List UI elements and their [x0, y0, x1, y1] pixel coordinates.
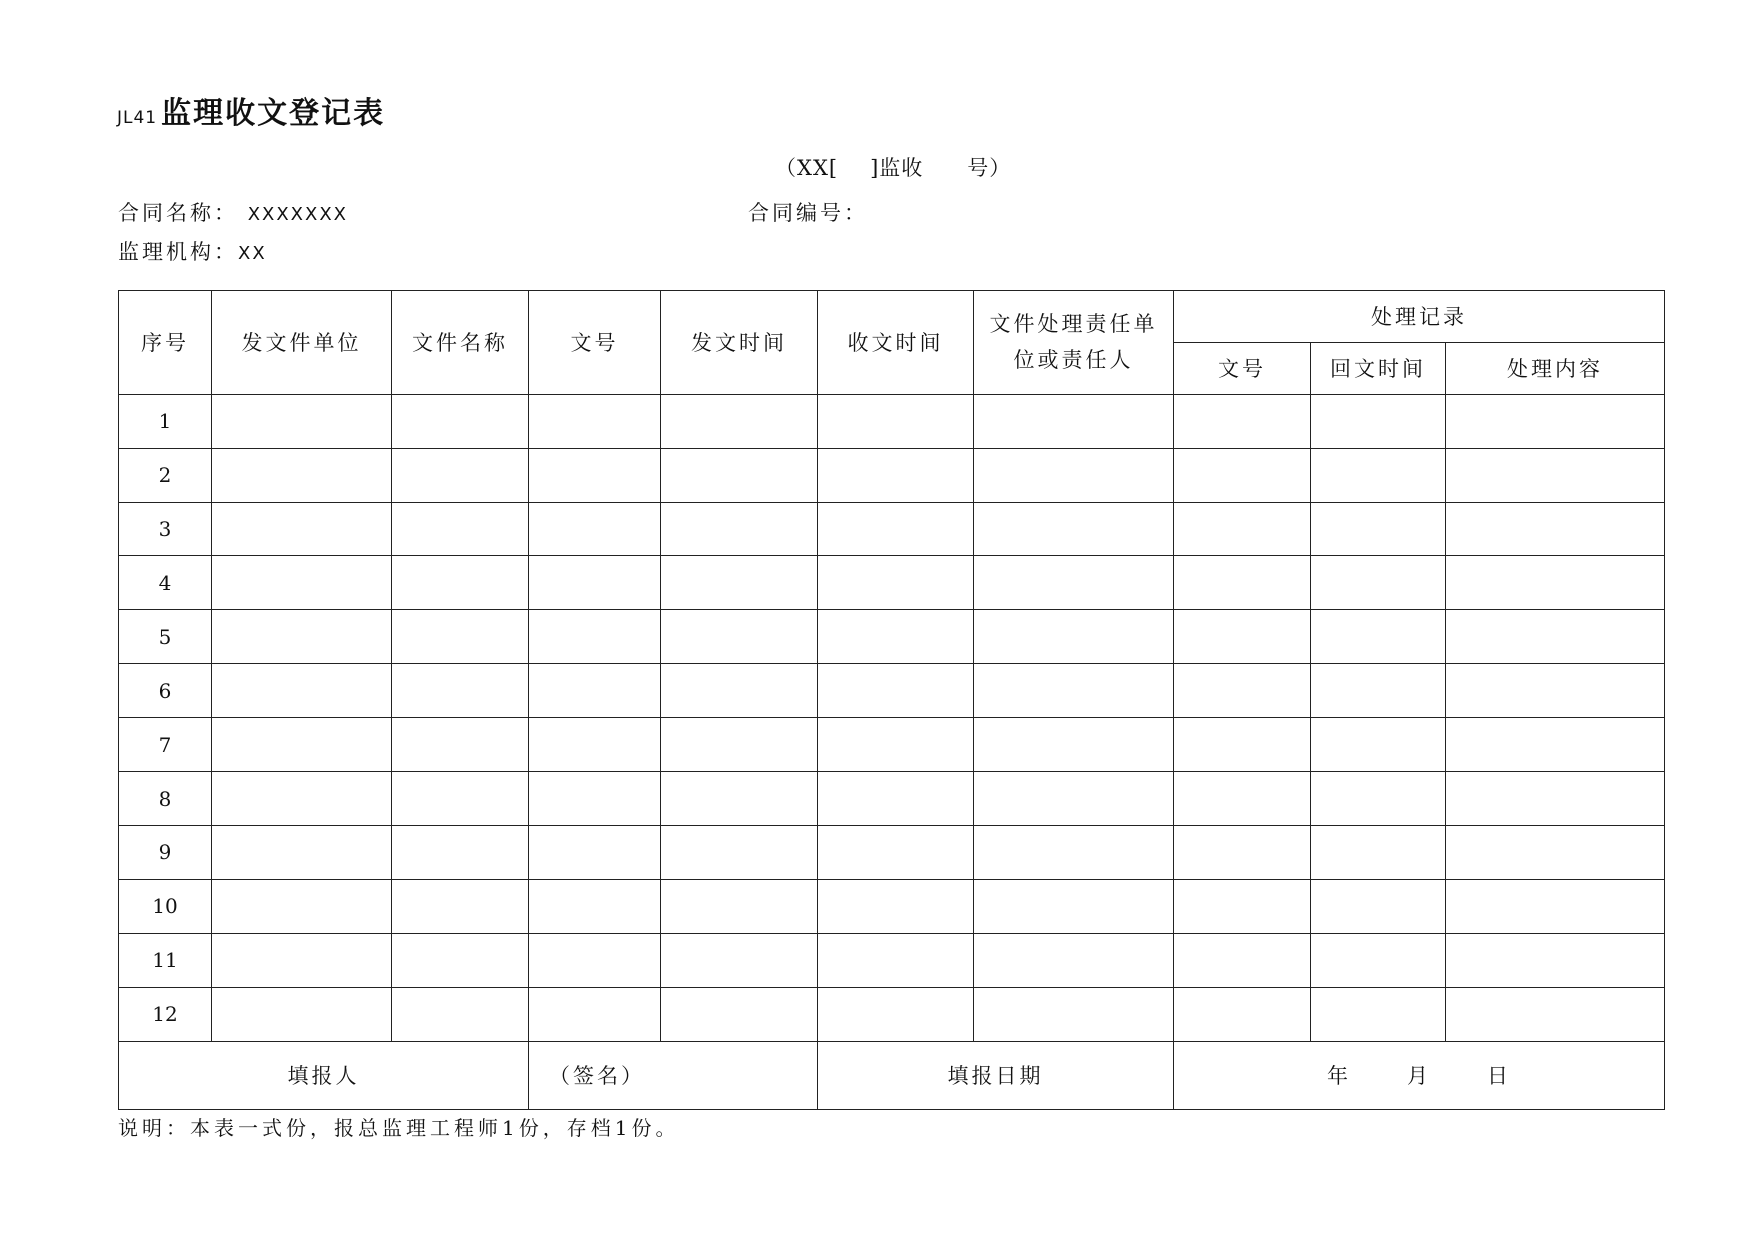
- table-cell[interactable]: [392, 933, 529, 987]
- table-cell[interactable]: [818, 502, 974, 556]
- footnote: 说明：本表一式份，报总监理工程师1份，存档1份。: [118, 1116, 680, 1140]
- row-seq: 2: [119, 448, 212, 502]
- table-cell[interactable]: [974, 826, 1174, 880]
- supervision-org-label: 监理机构：: [118, 240, 238, 264]
- table-cell[interactable]: [212, 394, 392, 448]
- table-cell[interactable]: [818, 772, 974, 826]
- table-cell[interactable]: [1311, 772, 1446, 826]
- table-cell[interactable]: [1174, 448, 1311, 502]
- table-cell[interactable]: [974, 448, 1174, 502]
- table-cell[interactable]: [1446, 610, 1665, 664]
- table-cell[interactable]: [1174, 879, 1311, 933]
- document-number: [775, 152, 1011, 182]
- header-responsible-line2: 位或责任人: [1013, 348, 1134, 373]
- supervision-org-field: [118, 236, 267, 266]
- table-cell[interactable]: [818, 610, 974, 664]
- table-cell[interactable]: [974, 933, 1174, 987]
- table-cell[interactable]: [1174, 610, 1311, 664]
- doc-number-prefix: （XX[: [775, 156, 839, 180]
- table-cell[interactable]: [392, 556, 529, 610]
- row-seq: 7: [119, 718, 212, 772]
- table-cell[interactable]: [1174, 772, 1311, 826]
- page-title: [117, 88, 385, 132]
- contract-name-value: XXXXXXX: [247, 204, 349, 225]
- table-row: [119, 718, 1665, 772]
- table-cell[interactable]: [974, 664, 1174, 718]
- table-cell[interactable]: [818, 933, 974, 987]
- table-cell[interactable]: [529, 502, 661, 556]
- table-cell[interactable]: [974, 879, 1174, 933]
- table-cell[interactable]: [1446, 556, 1665, 610]
- table-cell[interactable]: [1174, 556, 1311, 610]
- table-cell[interactable]: [818, 718, 974, 772]
- table-cell[interactable]: [529, 448, 661, 502]
- table-cell[interactable]: [661, 718, 818, 772]
- register-table: [118, 290, 1665, 1110]
- table-cell[interactable]: [1311, 502, 1446, 556]
- table-cell[interactable]: [1311, 556, 1446, 610]
- table-cell[interactable]: [818, 987, 974, 1041]
- table-cell[interactable]: [661, 448, 818, 502]
- table-cell[interactable]: [818, 556, 974, 610]
- table-cell[interactable]: [1311, 987, 1446, 1041]
- header-responsible: [974, 291, 1174, 395]
- contract-number-label: 合同编号：: [748, 201, 868, 225]
- table-cell[interactable]: [974, 718, 1174, 772]
- table-cell[interactable]: [392, 772, 529, 826]
- header-seq: 序号: [119, 291, 212, 395]
- header-content: 处理内容: [1446, 342, 1665, 394]
- table-row: [119, 664, 1665, 718]
- header-doc-no: 文号: [529, 291, 661, 395]
- table-cell[interactable]: [974, 394, 1174, 448]
- header-record-doc-no: 文号: [1174, 342, 1311, 394]
- table-cell[interactable]: [661, 610, 818, 664]
- table-cell[interactable]: [392, 448, 529, 502]
- table-cell[interactable]: [529, 664, 661, 718]
- table-cell[interactable]: [1446, 933, 1665, 987]
- table-cell[interactable]: [818, 448, 974, 502]
- table-cell[interactable]: [392, 987, 529, 1041]
- table-cell[interactable]: [1174, 718, 1311, 772]
- table-cell[interactable]: [1311, 933, 1446, 987]
- table-cell[interactable]: [1446, 879, 1665, 933]
- table-cell[interactable]: [392, 502, 529, 556]
- table-row: [119, 394, 1665, 448]
- row-seq: 8: [119, 772, 212, 826]
- contract-name-label: 合同名称：: [118, 201, 238, 225]
- table-cell[interactable]: [529, 987, 661, 1041]
- table-cell[interactable]: [1174, 664, 1311, 718]
- table-cell[interactable]: [1174, 502, 1311, 556]
- table-cell[interactable]: [1311, 826, 1446, 880]
- supervision-org-value: XX: [238, 243, 267, 264]
- table-cell[interactable]: [1311, 394, 1446, 448]
- table-cell[interactable]: [661, 933, 818, 987]
- header-reply-time: 回文时间: [1311, 342, 1446, 394]
- table-cell[interactable]: [212, 879, 392, 933]
- table-cell[interactable]: [212, 610, 392, 664]
- table-cell[interactable]: [1446, 987, 1665, 1041]
- header-send-time: 发文时间: [661, 291, 818, 395]
- table-row: [119, 610, 1665, 664]
- contract-name-field: [118, 197, 348, 227]
- table-cell[interactable]: [1174, 987, 1311, 1041]
- table-cell[interactable]: [1311, 718, 1446, 772]
- table-cell[interactable]: [212, 718, 392, 772]
- row-seq: 11: [119, 933, 212, 987]
- doc-number-suffix: 号）: [967, 156, 1012, 180]
- footer-date-label: 填报日期: [818, 1041, 1174, 1109]
- table-cell[interactable]: [212, 448, 392, 502]
- table-cell[interactable]: [974, 502, 1174, 556]
- table-row: [119, 556, 1665, 610]
- table-cell[interactable]: [212, 933, 392, 987]
- table-cell[interactable]: [1446, 664, 1665, 718]
- table-cell[interactable]: [1311, 879, 1446, 933]
- doc-number-mid: ]监收: [870, 156, 924, 180]
- table-cell[interactable]: [818, 394, 974, 448]
- row-seq: 1: [119, 394, 212, 448]
- table-cell[interactable]: [212, 664, 392, 718]
- table-cell[interactable]: [212, 987, 392, 1041]
- table-cell[interactable]: [661, 826, 818, 880]
- table-cell[interactable]: [212, 502, 392, 556]
- table-cell[interactable]: [212, 772, 392, 826]
- row-seq: 3: [119, 502, 212, 556]
- table-cell[interactable]: [1446, 718, 1665, 772]
- table-cell[interactable]: [1446, 394, 1665, 448]
- table-row: [119, 502, 1665, 556]
- row-seq: 10: [119, 879, 212, 933]
- footer-date-value: [1174, 1041, 1665, 1109]
- table-cell[interactable]: [974, 610, 1174, 664]
- table-cell[interactable]: [661, 394, 818, 448]
- footer-filler-label: 填报人: [119, 1041, 529, 1109]
- table-cell[interactable]: [529, 772, 661, 826]
- form-title: 监理收文登记表: [161, 96, 386, 131]
- header-file-name: 文件名称: [392, 291, 529, 395]
- table-cell[interactable]: [1174, 394, 1311, 448]
- footer-day: 日: [1487, 1064, 1511, 1089]
- table-cell[interactable]: [392, 718, 529, 772]
- table-cell[interactable]: [1311, 664, 1446, 718]
- table-cell[interactable]: [661, 987, 818, 1041]
- table-cell[interactable]: [818, 664, 974, 718]
- table-row: [119, 826, 1665, 880]
- table-cell[interactable]: [974, 556, 1174, 610]
- form-code: JL41: [117, 108, 158, 128]
- table-row: [119, 933, 1665, 987]
- row-seq: 12: [119, 987, 212, 1041]
- table-cell[interactable]: [1446, 772, 1665, 826]
- table-cell[interactable]: [1446, 448, 1665, 502]
- table-cell[interactable]: [392, 879, 529, 933]
- table-cell[interactable]: [392, 826, 529, 880]
- footer-year: 年: [1327, 1064, 1351, 1089]
- table-cell[interactable]: [529, 933, 661, 987]
- contract-number-field: [748, 197, 868, 227]
- table-cell[interactable]: [974, 772, 1174, 826]
- header-receive-time: 收文时间: [818, 291, 974, 395]
- table-cell[interactable]: [529, 394, 661, 448]
- table-cell[interactable]: [818, 826, 974, 880]
- table-row: [119, 448, 1665, 502]
- row-seq: 6: [119, 664, 212, 718]
- header-sender: 发文件单位: [212, 291, 392, 395]
- header-record: 处理记录: [1174, 291, 1665, 343]
- table-cell[interactable]: [529, 826, 661, 880]
- table-cell[interactable]: [529, 556, 661, 610]
- table-cell[interactable]: [392, 394, 529, 448]
- table-cell[interactable]: [1311, 610, 1446, 664]
- footer-signature: （签名）: [529, 1041, 818, 1109]
- table-cell[interactable]: [529, 718, 661, 772]
- row-seq: 9: [119, 826, 212, 880]
- table-cell[interactable]: [529, 610, 661, 664]
- table-cell[interactable]: [661, 502, 818, 556]
- table-row: [119, 879, 1665, 933]
- table-row: [119, 987, 1665, 1041]
- table-cell[interactable]: [212, 556, 392, 610]
- row-seq: 5: [119, 610, 212, 664]
- table-cell[interactable]: [661, 879, 818, 933]
- table-row: [119, 772, 1665, 826]
- table-cell[interactable]: [529, 879, 661, 933]
- table-cell[interactable]: [974, 987, 1174, 1041]
- footer-month: 月: [1407, 1064, 1431, 1089]
- table-cell[interactable]: [212, 826, 392, 880]
- header-responsible-line1: 文件处理责任单: [989, 312, 1158, 337]
- table-cell[interactable]: [392, 664, 529, 718]
- row-seq: 4: [119, 556, 212, 610]
- table-cell[interactable]: [661, 772, 818, 826]
- table-cell[interactable]: [661, 556, 818, 610]
- table-cell[interactable]: [661, 664, 818, 718]
- table-cell[interactable]: [1311, 448, 1446, 502]
- table-cell[interactable]: [1446, 502, 1665, 556]
- table-cell[interactable]: [1446, 826, 1665, 880]
- table-cell[interactable]: [392, 610, 529, 664]
- table-cell[interactable]: [818, 879, 974, 933]
- table-cell[interactable]: [1174, 826, 1311, 880]
- table-cell[interactable]: [1174, 933, 1311, 987]
